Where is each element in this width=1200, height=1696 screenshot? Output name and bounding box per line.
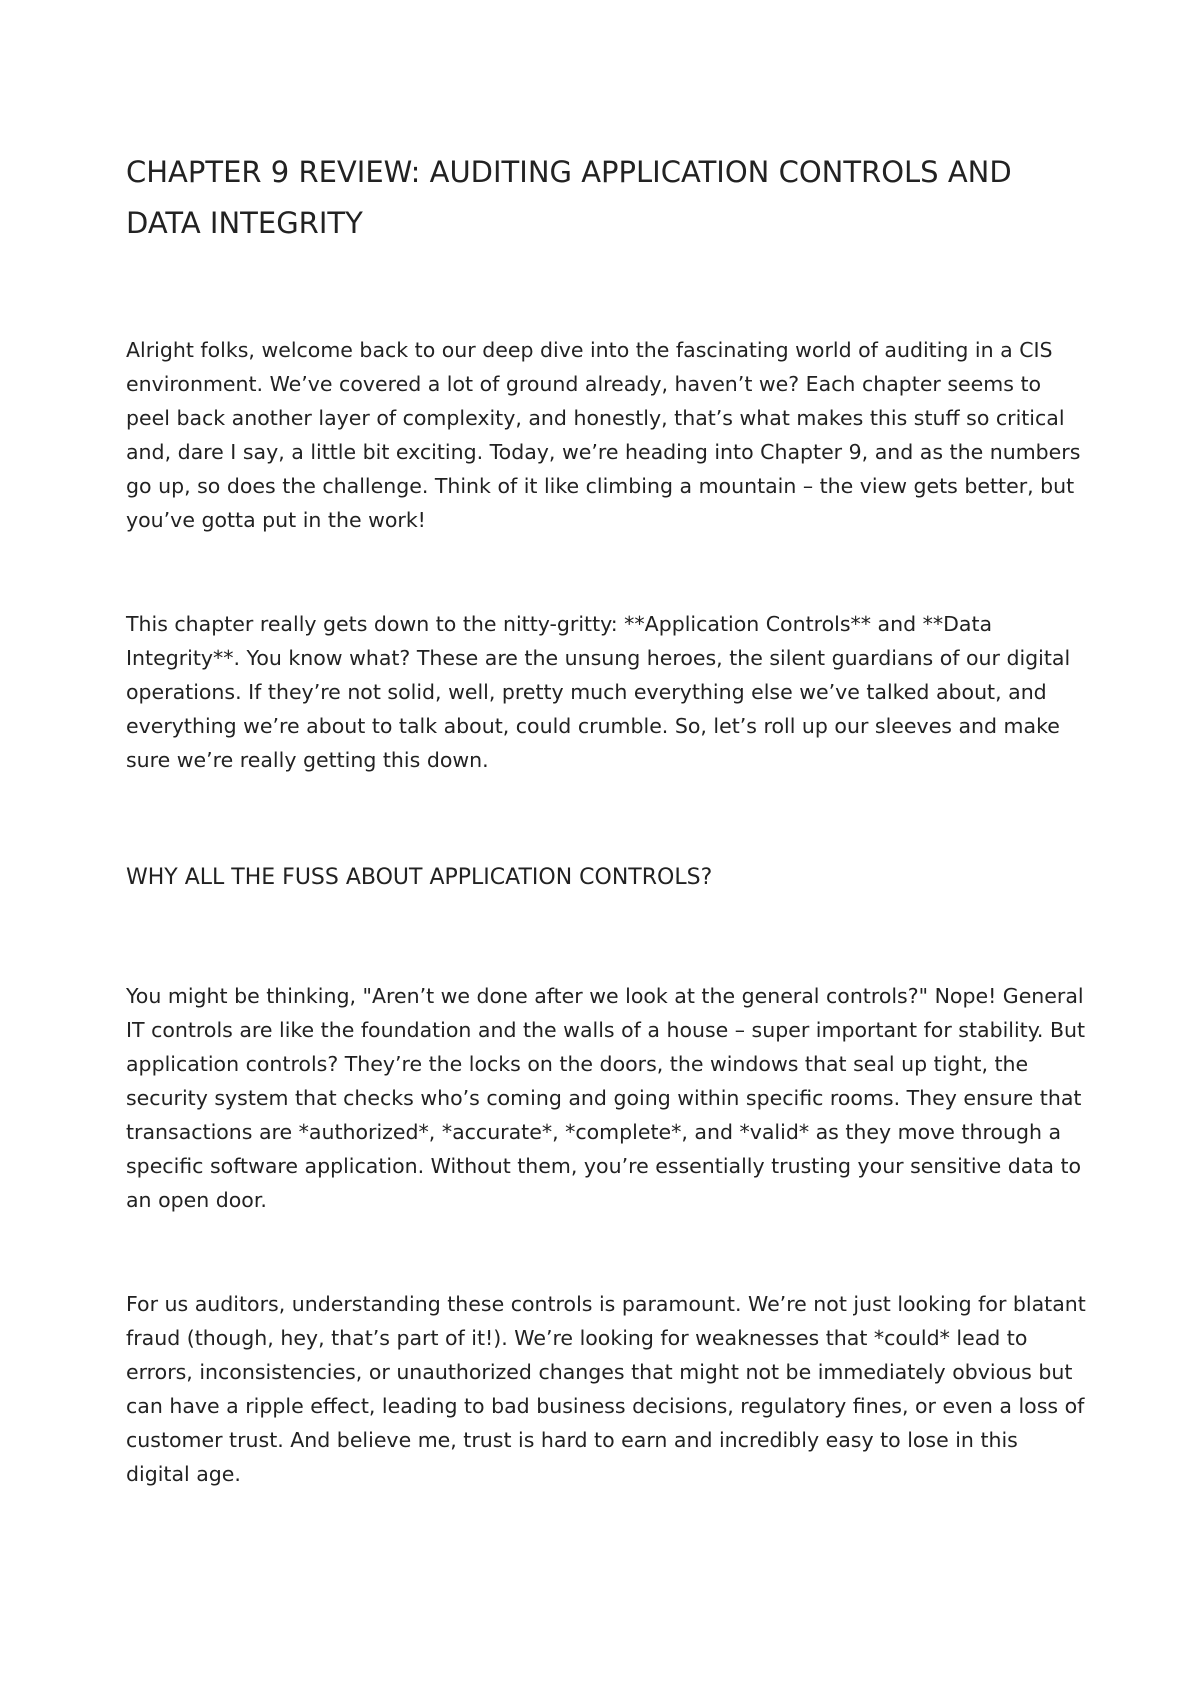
chapter-overview-paragraph: This chapter really gets down to the nitty-gritty: **Application Controls** and **Data Integrity**. You know what? These are the unsung heroes, the silent guardians of our digital operations. If they’re not solid, well, pretty much everything else we’ve talked about, and everything we’re about to talk about, could crumble. So, let’s roll up our sleeves and make sure we’re really getting this down. (126, 612, 1071, 772)
application-controls-paragraph: You might be thinking, "Aren’t we done after we look at the general controls?" Nope! General IT controls are like the foundation and the walls of a house – super important for stability. But application controls? They’re the locks on the doors, the windows that seal up tight, the security system that checks who’s coming and going within specific rooms. They ensure that transactions are *authorized*, *accurate*, *complete*, and *valid* as they move through a specific software application. Without them, you’re essentially trusting your sensitive data to an open door. (126, 984, 1086, 1212)
section-heading: WHY ALL THE FUSS ABOUT APPLICATION CONTROLS? (126, 865, 713, 890)
chapter-title: CHAPTER 9 REVIEW: AUDITING APPLICATION CONTROLS AND DATA INTEGRITY (126, 155, 1012, 240)
document-page (126, 147, 1086, 1491)
auditor-perspective-paragraph: For us auditors, understanding these controls is paramount. We’re not just looking for blatant fraud (though, hey, that’s part of it!). We’re looking for weaknesses that *could* lead to errors, inconsistencies, or unauthorized changes that might not be immediately obvious but can have a ripple effect, leading to bad business decisions, regulatory fines, or even a loss of customer trust. And believe me, trust is hard to earn and incredibly easy to lose in this digital age. (126, 1292, 1086, 1486)
intro-paragraph: Alright folks, welcome back to our deep dive into the fascinating world of auditing in a CIS environment. We’ve covered a lot of ground already, haven’t we? Each chapter seems to peel back another layer of complexity, and honestly, that’s what makes this stuff so critical and, dare I say, a little bit exciting. Today, we’re heading into Chapter 9, and as the numbers go up, so does the challenge. Think of it like climbing a mountain – the view gets better, but you’ve gotta put in the work! (126, 338, 1081, 532)
